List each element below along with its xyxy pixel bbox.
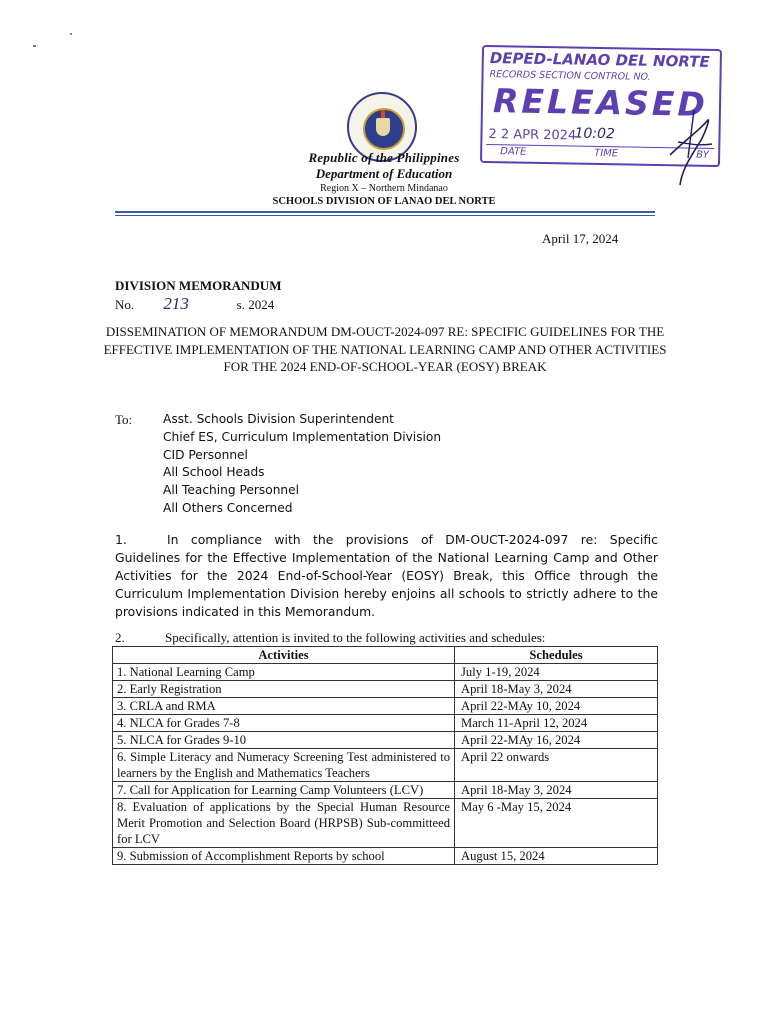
activity-cell: 1. National Learning Camp <box>113 664 455 681</box>
paragraph-text: Specifically, attention is invited to the following activities and schedules: <box>165 630 546 645</box>
table-row <box>113 681 658 698</box>
activity-cell: 6. Simple Literacy and Numeracy Screening Test administered to learners by the English and Mathematics Teachers <box>113 749 455 782</box>
memo-series: s. 2024 <box>236 297 275 312</box>
paragraph-number: 1. <box>115 532 127 547</box>
recipient-list <box>163 411 441 518</box>
table-header-row <box>113 647 658 664</box>
table-row <box>113 782 658 799</box>
paragraph-text: In compliance with the provisions of DM-OUCT-2024-097 re: Specific Guidelines for the Effective Implementation of the National Learning Camp and Other Activities for the 2024 End-of-School-Year (EOSY) Break, this Office through the Curriculum Implementation Division hereby enjoins all schools to strictly adhere to the provisions indicated in this Memorandum. <box>115 532 658 619</box>
activity-cell: 2. Early Registration <box>113 681 455 698</box>
stamp-org: DEPED-LANAO DEL NORTE <box>489 49 710 71</box>
recipient-item: All School Heads <box>163 465 265 480</box>
table-row <box>113 749 658 782</box>
memo-no-label: No. <box>115 297 135 312</box>
paragraph-1 <box>115 531 658 621</box>
table-row <box>113 698 658 715</box>
schedule-cell: March 11-April 12, 2024 <box>455 715 658 732</box>
recipient-item: Asst. Schools Division Superintendent <box>163 412 394 426</box>
stamp-status: RELEASED <box>492 81 709 124</box>
activity-cell: 4. NLCA for Grades 7-8 <box>113 715 455 732</box>
paragraph-2 <box>115 630 545 646</box>
activity-cell: 8. Evaluation of applications by the Special Human Resource Merit Promotion and Selection Board (HRPSB) Sub-committeed for LCV <box>113 799 455 848</box>
signature-icon <box>660 100 720 190</box>
recipient-item: CID Personnel <box>163 447 248 462</box>
activity-cell: 3. CRLA and RMA <box>113 698 455 715</box>
table-row <box>113 732 658 749</box>
stamp-time-value: 10:02 <box>574 125 616 143</box>
column-header-activities: Activities <box>113 647 455 664</box>
to-label: To: <box>115 412 133 427</box>
header-region: Region X – Northern Mindanao <box>320 183 448 194</box>
scan-speck <box>70 33 72 35</box>
table-row <box>113 715 658 732</box>
table-row <box>113 848 658 865</box>
recipient-item: All Others Concerned <box>163 500 293 515</box>
schedule-cell: August 15, 2024 <box>455 848 658 865</box>
schedule-cell: April 18-May 3, 2024 <box>455 681 658 698</box>
header-rule-thin <box>115 215 655 216</box>
stamp-by-label: BY <box>696 149 710 161</box>
memo-date: April 17, 2024 <box>542 231 619 246</box>
activity-cell: 9. Submission of Accomplishment Reports by school <box>113 848 455 865</box>
stamp-date-value: 2 2 APR 2024 <box>488 127 577 144</box>
header-division: SCHOOLS DIVISION OF LANAO DEL NORTE <box>272 196 496 207</box>
activity-cell: 7. Call for Application for Learning Camp Volunteers (LCV) <box>113 782 455 799</box>
memo-subject: DISSEMINATION OF MEMORANDUM DM-OUCT-2024-097 RE: SPECIFIC GUIDELINES FOR THE EFFECTIVE IMPLEMENTATION OF THE NATIONAL LEARNING CAMP AND OTHER ACTIVITIES FOR THE 2024 END-OF-SCHOOL-YEAR (EOSY) BREAK <box>103 324 667 374</box>
header-republic: Republic of the Philippines <box>308 150 460 165</box>
table-row <box>113 664 658 681</box>
stamp-section: RECORDS SECTION CONTROL NO. <box>489 69 651 83</box>
header-department: Department of Education <box>315 166 453 181</box>
paragraph-number: 2. <box>115 630 125 645</box>
stamp-date-label: DATE <box>500 146 527 158</box>
scan-speck <box>33 45 36 47</box>
schedule-cell: April 22-MAy 16, 2024 <box>455 732 658 749</box>
stamp-time-label: TIME <box>594 147 619 160</box>
memo-type: DIVISION MEMORANDUM <box>115 278 282 293</box>
schedule-cell: April 22 onwards <box>455 749 658 782</box>
schedule-cell: April 22-MAy 10, 2024 <box>455 698 658 715</box>
schedule-cell: July 1-19, 2024 <box>455 664 658 681</box>
recipient-item: All Teaching Personnel <box>163 483 300 498</box>
memo-number-line <box>115 294 274 314</box>
schedule-cell: April 18-May 3, 2024 <box>455 782 658 799</box>
header-rule <box>115 211 655 213</box>
column-header-schedules: Schedules <box>455 647 658 664</box>
memo-no-value: 213 <box>163 294 189 313</box>
activity-cell: 5. NLCA for Grades 9-10 <box>113 732 455 749</box>
recipient-item: Chief ES, Curriculum Implementation Division <box>163 429 442 444</box>
schedule-cell: May 6 -May 15, 2024 <box>455 799 658 848</box>
schedule-table <box>112 646 658 865</box>
table-row <box>113 799 658 848</box>
